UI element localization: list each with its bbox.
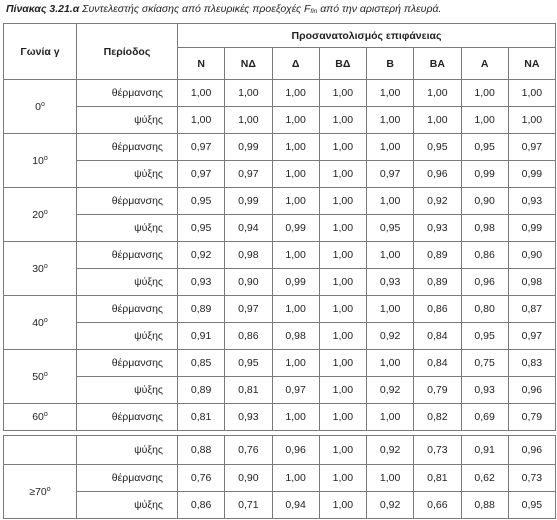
value-cell: 1,00	[272, 296, 319, 323]
table-row	[4, 134, 556, 161]
period-cell: θέρμανσης	[77, 134, 178, 161]
angle-value: 30	[32, 262, 44, 275]
table-row	[4, 296, 556, 323]
value-cell: 0,87	[508, 296, 555, 323]
column-header: ΝΑ	[508, 48, 555, 80]
value-cell: 0,95	[508, 492, 555, 519]
value-cell: 0,92	[367, 436, 414, 465]
period-cell: θέρμανσης	[77, 350, 178, 377]
value-cell: 0,93	[367, 269, 414, 296]
header-period: Περίοδος	[77, 24, 178, 80]
column-header: Ν	[178, 48, 225, 80]
caption-text: Συντελεστής σκίασης από πλευρικές προεξοχές F	[82, 3, 311, 15]
value-cell: 1,00	[461, 80, 508, 107]
period-cell: ψύξης	[77, 492, 178, 519]
period-cell: ψύξης	[77, 161, 178, 188]
value-cell: 0,94	[225, 215, 272, 242]
value-cell: 1,00	[367, 465, 414, 492]
value-cell: 0,95	[367, 215, 414, 242]
value-cell: 0,66	[414, 492, 461, 519]
column-header: Α	[461, 48, 508, 80]
value-cell: 0,99	[508, 161, 555, 188]
angle-cell	[4, 465, 77, 519]
value-cell: 0,92	[178, 242, 225, 269]
value-cell: 0,93	[414, 215, 461, 242]
column-header: ΒΑ	[414, 48, 461, 80]
value-cell: 0,98	[272, 323, 319, 350]
angle-value: 0	[35, 100, 41, 113]
period-cell: ψύξης	[77, 215, 178, 242]
value-cell: 1,00	[225, 107, 272, 134]
value-cell: 0,96	[508, 377, 555, 404]
value-cell: 1,00	[319, 161, 366, 188]
value-cell: 0,90	[225, 269, 272, 296]
table-row	[4, 107, 556, 134]
value-cell: 1,00	[272, 465, 319, 492]
value-cell: 0,92	[367, 377, 414, 404]
period-cell: θέρμανσης	[77, 80, 178, 107]
period-cell: θέρμανσης	[77, 296, 178, 323]
value-cell: 1,00	[367, 188, 414, 215]
angle-value: 10	[32, 154, 44, 167]
table-row	[4, 404, 556, 431]
value-cell: 0,89	[414, 269, 461, 296]
angle-value: ≥70	[29, 485, 47, 498]
angle-cell	[4, 80, 77, 134]
value-cell: 0,86	[414, 296, 461, 323]
table-caption	[6, 3, 441, 15]
angle-cell	[4, 296, 77, 350]
value-cell: 0,97	[178, 134, 225, 161]
table-row	[4, 161, 556, 188]
value-cell: 1,00	[319, 436, 366, 465]
table-row	[4, 323, 556, 350]
table-row	[4, 436, 556, 465]
value-cell: 0,76	[225, 436, 272, 465]
value-cell: 1,00	[461, 107, 508, 134]
value-cell: 1,00	[414, 80, 461, 107]
value-cell: 0,71	[225, 492, 272, 519]
value-cell: 1,00	[319, 350, 366, 377]
value-cell: 1,00	[367, 242, 414, 269]
value-cell: 1,00	[272, 107, 319, 134]
value-cell: 1,00	[272, 350, 319, 377]
value-cell: 1,00	[319, 492, 366, 519]
value-cell: 1,00	[367, 80, 414, 107]
value-cell: 1,00	[367, 107, 414, 134]
period-cell: θέρμανσης	[77, 188, 178, 215]
value-cell: 0,97	[367, 161, 414, 188]
value-cell: 0,98	[461, 215, 508, 242]
degree-sign: o	[43, 370, 48, 378]
shading-factor-table-continued	[3, 435, 556, 519]
value-cell: 1,00	[367, 350, 414, 377]
table-row	[4, 80, 556, 107]
value-cell: 0,91	[461, 436, 508, 465]
value-cell: 0,69	[461, 404, 508, 431]
value-cell: 0,96	[461, 269, 508, 296]
value-cell: 0,88	[461, 492, 508, 519]
value-cell: 0,88	[178, 436, 225, 465]
value-cell: 0,83	[508, 350, 555, 377]
value-cell: 0,62	[461, 465, 508, 492]
value-cell: 0,85	[178, 350, 225, 377]
value-cell: 0,93	[461, 377, 508, 404]
header-orientation: Προσανατολισμός επιφάνειας	[178, 24, 556, 48]
value-cell: 0,73	[508, 465, 555, 492]
value-cell: 0,97	[178, 161, 225, 188]
header-angle: Γωνία γ	[4, 24, 77, 80]
caption-subscript: fin	[310, 8, 318, 15]
value-cell: 0,89	[178, 377, 225, 404]
angle-value: 50	[32, 370, 44, 383]
value-cell: 0,93	[508, 188, 555, 215]
table-row	[4, 465, 556, 492]
value-cell: 0,92	[414, 188, 461, 215]
value-cell: 1,00	[319, 80, 366, 107]
caption-number: Πίνακας 3.21.α	[6, 3, 80, 15]
value-cell: 1,00	[319, 242, 366, 269]
value-cell: 0,89	[414, 242, 461, 269]
value-cell: 0,95	[461, 323, 508, 350]
value-cell: 0,81	[225, 377, 272, 404]
table-row	[4, 377, 556, 404]
angle-cell	[4, 188, 77, 242]
angle-cell-empty	[4, 436, 77, 465]
value-cell: 0,90	[461, 188, 508, 215]
period-cell: ψύξης	[77, 377, 178, 404]
table-row	[4, 492, 556, 519]
column-header: Β	[367, 48, 414, 80]
degree-sign: o	[40, 100, 45, 108]
value-cell: 1,00	[319, 269, 366, 296]
angle-cell	[4, 242, 77, 296]
period-cell: ψύξης	[77, 269, 178, 296]
value-cell: 0,98	[508, 269, 555, 296]
value-cell: 1,00	[319, 323, 366, 350]
value-cell: 0,99	[272, 215, 319, 242]
period-cell: ψύξης	[77, 436, 178, 465]
angle-cell	[4, 350, 77, 404]
value-cell: 0,80	[461, 296, 508, 323]
degree-sign: o	[43, 262, 48, 270]
value-cell: 0,99	[508, 215, 555, 242]
value-cell: 0,86	[461, 242, 508, 269]
value-cell: 1,00	[272, 161, 319, 188]
value-cell: 0,81	[178, 404, 225, 431]
value-cell: 1,00	[225, 80, 272, 107]
value-cell: 0,99	[272, 269, 319, 296]
value-cell: 0,79	[414, 377, 461, 404]
value-cell: 0,91	[178, 323, 225, 350]
value-cell: 0,93	[178, 269, 225, 296]
angle-cell	[4, 134, 77, 188]
value-cell: 0,97	[508, 323, 555, 350]
value-cell: 0,96	[414, 161, 461, 188]
value-cell: 0,94	[272, 492, 319, 519]
value-cell: 0,97	[225, 296, 272, 323]
value-cell: 0,79	[508, 404, 555, 431]
angle-value: 60	[32, 411, 44, 423]
value-cell: 0,96	[272, 436, 319, 465]
value-cell: 0,93	[225, 404, 272, 431]
value-cell: 1,00	[508, 80, 555, 107]
value-cell: 0,97	[225, 161, 272, 188]
value-cell: 1,00	[508, 107, 555, 134]
value-cell: 0,89	[178, 296, 225, 323]
value-cell: 0,90	[508, 242, 555, 269]
value-cell: 1,00	[272, 404, 319, 431]
period-cell: θέρμανσης	[77, 465, 178, 492]
value-cell: 0,99	[225, 188, 272, 215]
value-cell: 1,00	[319, 134, 366, 161]
value-cell: 0,75	[461, 350, 508, 377]
value-cell: 0,84	[414, 350, 461, 377]
value-cell: 0,92	[367, 323, 414, 350]
value-cell: 1,00	[367, 404, 414, 431]
value-cell: 1,00	[272, 80, 319, 107]
table-row	[4, 188, 556, 215]
degree-sign: o	[43, 411, 48, 418]
column-header: Δ	[272, 48, 319, 80]
angle-value: 40	[32, 316, 44, 329]
shading-factor-table	[3, 23, 556, 431]
column-header: ΒΔ	[319, 48, 366, 80]
value-cell: 0,95	[225, 350, 272, 377]
value-cell: 1,00	[319, 107, 366, 134]
table-row	[4, 215, 556, 242]
value-cell: 0,96	[508, 436, 555, 465]
value-cell: 0,90	[225, 465, 272, 492]
value-cell: 1,00	[414, 107, 461, 134]
degree-sign: o	[43, 316, 48, 324]
value-cell: 1,00	[178, 107, 225, 134]
value-cell: 0,84	[414, 323, 461, 350]
value-cell: 1,00	[319, 404, 366, 431]
value-cell: 0,99	[225, 134, 272, 161]
value-cell: 1,00	[319, 188, 366, 215]
value-cell: 1,00	[178, 80, 225, 107]
value-cell: 0,76	[178, 465, 225, 492]
degree-sign: o	[43, 154, 48, 162]
period-cell: ψύξης	[77, 107, 178, 134]
angle-value: 20	[32, 208, 44, 221]
period-cell: θέρμανσης	[77, 404, 178, 431]
angle-cell	[4, 404, 77, 431]
value-cell: 0,95	[461, 134, 508, 161]
value-cell: 0,98	[225, 242, 272, 269]
table-row	[4, 350, 556, 377]
value-cell: 1,00	[367, 296, 414, 323]
column-header: ΝΔ	[225, 48, 272, 80]
value-cell: 1,00	[319, 215, 366, 242]
degree-sign: o	[46, 485, 51, 493]
value-cell: 0,97	[272, 377, 319, 404]
degree-sign: o	[43, 208, 48, 216]
value-cell: 1,00	[272, 188, 319, 215]
value-cell: 0,92	[367, 492, 414, 519]
caption-suffix: από την αριστερή πλευρά.	[317, 3, 442, 15]
value-cell: 0,95	[414, 134, 461, 161]
table-row	[4, 269, 556, 296]
value-cell: 0,97	[508, 134, 555, 161]
value-cell: 0,82	[414, 404, 461, 431]
value-cell: 0,73	[414, 436, 461, 465]
value-cell: 0,86	[225, 323, 272, 350]
value-cell: 1,00	[319, 377, 366, 404]
period-cell: ψύξης	[77, 323, 178, 350]
value-cell: 0,81	[414, 465, 461, 492]
value-cell: 1,00	[272, 134, 319, 161]
value-cell: 1,00	[272, 242, 319, 269]
value-cell: 0,99	[461, 161, 508, 188]
value-cell: 1,00	[367, 134, 414, 161]
period-cell: θέρμανσης	[77, 242, 178, 269]
value-cell: 1,00	[319, 465, 366, 492]
value-cell: 0,86	[178, 492, 225, 519]
value-cell: 0,95	[178, 188, 225, 215]
value-cell: 0,95	[178, 215, 225, 242]
value-cell: 1,00	[319, 296, 366, 323]
table-row	[4, 242, 556, 269]
